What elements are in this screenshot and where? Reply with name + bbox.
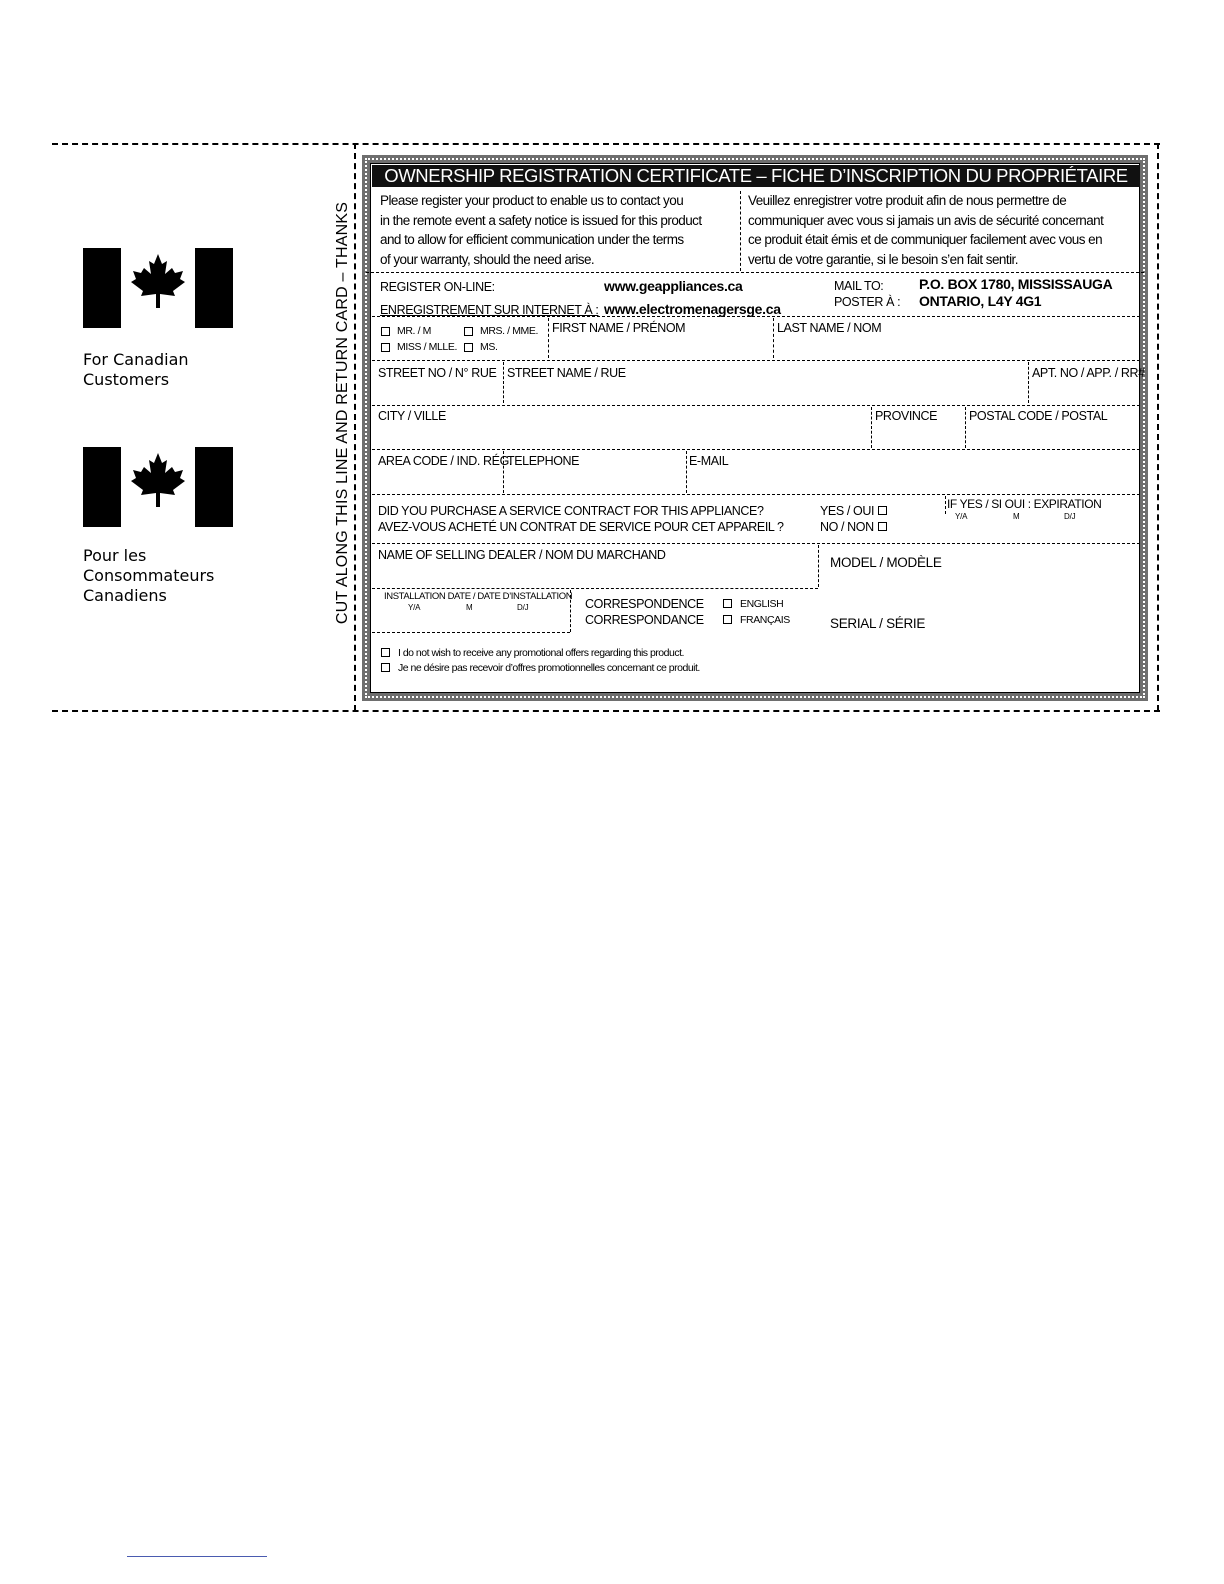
first-name-field[interactable]: FIRST NAME / PRÉNOM	[552, 321, 686, 335]
card-title: OWNERSHIP REGISTRATION CERTIFICATE – FICHE D’INSCRIPTION DU PROPRIÉTAIRE	[372, 165, 1140, 187]
yes-checkbox[interactable]	[878, 506, 887, 515]
install-year: Y/A	[408, 603, 421, 612]
apt-no-field[interactable]: APT. NO / APP. / RR#	[1032, 366, 1145, 380]
expiration-day: D/J	[1064, 512, 1076, 521]
left-cut-line	[354, 143, 356, 711]
row-divider	[372, 360, 1140, 361]
register-online-label-fr: ENREGISTREMENT SUR INTERNET À :	[380, 303, 599, 317]
miss-checkbox[interactable]	[381, 343, 390, 352]
ms-checkbox[interactable]	[464, 343, 473, 352]
field-divider	[871, 407, 872, 448]
row-divider	[366, 272, 1144, 273]
ms-label: MS.	[480, 341, 498, 353]
field-divider	[965, 407, 966, 448]
french-option: FRANÇAIS	[740, 614, 790, 626]
correspondence-fr: CORRESPONDANCE	[585, 613, 704, 627]
street-name-field[interactable]: STREET NAME / RUE	[507, 366, 626, 380]
serial-field[interactable]: SERIAL / SÉRIE	[830, 616, 926, 631]
row-divider	[372, 543, 1140, 544]
intro-english: Please register your product to enable us to contact you in the remote event a safety notice is issued for this product and to allow for efficient communication under the terms of your warranty, should the need arise.	[380, 193, 702, 267]
mail-to-label-fr: POSTER À :	[834, 295, 901, 309]
field-divider	[686, 451, 687, 493]
row-divider	[372, 449, 1140, 450]
field-divider	[773, 318, 774, 358]
mrs-label: MRS. / MME.	[480, 325, 539, 337]
cut-instruction: CUT ALONG THIS LINE AND RETURN CARD – THANKS	[334, 201, 351, 625]
miss-label: MISS / MLLE.	[397, 341, 457, 353]
city-field[interactable]: CITY / VILLE	[378, 409, 446, 423]
mail-to-label: MAIL TO:	[834, 279, 884, 293]
canada-flag-icon	[83, 248, 233, 328]
field-divider	[945, 496, 946, 514]
email-field[interactable]: E-MAIL	[689, 454, 729, 468]
install-day: D/J	[517, 603, 529, 612]
install-month: M	[466, 603, 473, 612]
expiration-year: Y/A	[955, 512, 968, 521]
postal-code-field[interactable]: POSTAL CODE / POSTAL	[969, 409, 1108, 423]
optout-fr-checkbox[interactable]	[381, 663, 390, 672]
field-divider	[570, 590, 571, 632]
mr-checkbox[interactable]	[381, 327, 390, 336]
english-option: ENGLISH	[740, 598, 784, 610]
dealer-field[interactable]: NAME OF SELLING DEALER / NOM DU MARCHAND	[378, 548, 666, 562]
optout-en-checkbox[interactable]	[381, 648, 390, 657]
yes-label: YES / OUI	[820, 504, 875, 518]
row-divider	[372, 405, 1140, 406]
service-question-en: DID YOU PURCHASE A SERVICE CONTRACT FOR THIS APPLIANCE?	[378, 504, 764, 518]
french-checkbox[interactable]	[723, 615, 732, 624]
correspondence-en: CORRESPONDENCE	[585, 597, 704, 611]
register-online-url-fr[interactable]: www.electromenagersge.ca	[604, 301, 781, 317]
english-caption: For Canadian Customers	[83, 350, 189, 389]
install-date-field[interactable]: INSTALLATION DATE / DATE D’INSTALLATION	[384, 591, 573, 602]
canada-flag-icon	[83, 447, 233, 527]
mr-label: MR. / M	[397, 325, 431, 337]
optout-fr: Je ne désire pas recevoir d’offres promotionnelles concernant ce produit.	[398, 662, 700, 674]
expiration-label: IF YES / SI OUI : EXPIRATION	[947, 497, 1102, 511]
telephone-field[interactable]: TELEPHONE	[507, 454, 580, 468]
field-divider	[548, 318, 549, 358]
optout-en: I do not wish to receive any promotional offers regarding this product.	[398, 647, 684, 659]
no-checkbox[interactable]	[878, 522, 887, 531]
register-online-label: REGISTER ON-LINE:	[380, 280, 495, 294]
register-online-url[interactable]: www.geappliances.ca	[604, 278, 743, 294]
row-divider	[372, 632, 570, 633]
footer-rule	[127, 1556, 267, 1557]
model-field[interactable]: MODEL / MODÈLE	[830, 555, 942, 570]
french-caption: Pour les Consommateurs Canadiens	[83, 546, 215, 605]
mrs-checkbox[interactable]	[464, 327, 473, 336]
english-checkbox[interactable]	[723, 599, 732, 608]
field-divider	[818, 545, 819, 587]
field-divider	[503, 362, 504, 403]
street-no-field[interactable]: STREET NO / N° RUE	[378, 366, 497, 380]
service-question-fr: AVEZ-VOUS ACHETÉ UN CONTRAT DE SERVICE POUR CET APPAREIL ?	[378, 520, 784, 534]
last-name-field[interactable]: LAST NAME / NOM	[777, 321, 882, 335]
expiration-month: M	[1013, 512, 1020, 521]
right-cut-line	[1157, 143, 1159, 711]
row-divider	[372, 588, 818, 589]
field-divider	[503, 451, 504, 493]
intro-divider	[740, 191, 741, 271]
no-label: NO / NON	[820, 520, 874, 534]
mail-address-line1: P.O. BOX 1780, MISSISSAUGA	[919, 276, 1113, 292]
top-cut-line	[52, 143, 1160, 145]
mail-address-line2: ONTARIO, L4Y 4G1	[919, 293, 1042, 309]
row-divider	[372, 494, 1140, 495]
intro-french: Veuillez enregistrer votre produit afin de nous permettre de communiquer avec vous si jamais un avis de sécurité concernant ce produit était émis et de communiquer facilement avec vous en vertu de votre garantie, si le besoin s’en fait sentir.	[748, 193, 1104, 267]
bottom-cut-line	[52, 710, 1160, 712]
area-code-field[interactable]: AREA CODE / IND. RÉG.	[378, 454, 512, 468]
province-field[interactable]: PROVINCE	[875, 409, 938, 423]
field-divider	[1028, 362, 1029, 403]
